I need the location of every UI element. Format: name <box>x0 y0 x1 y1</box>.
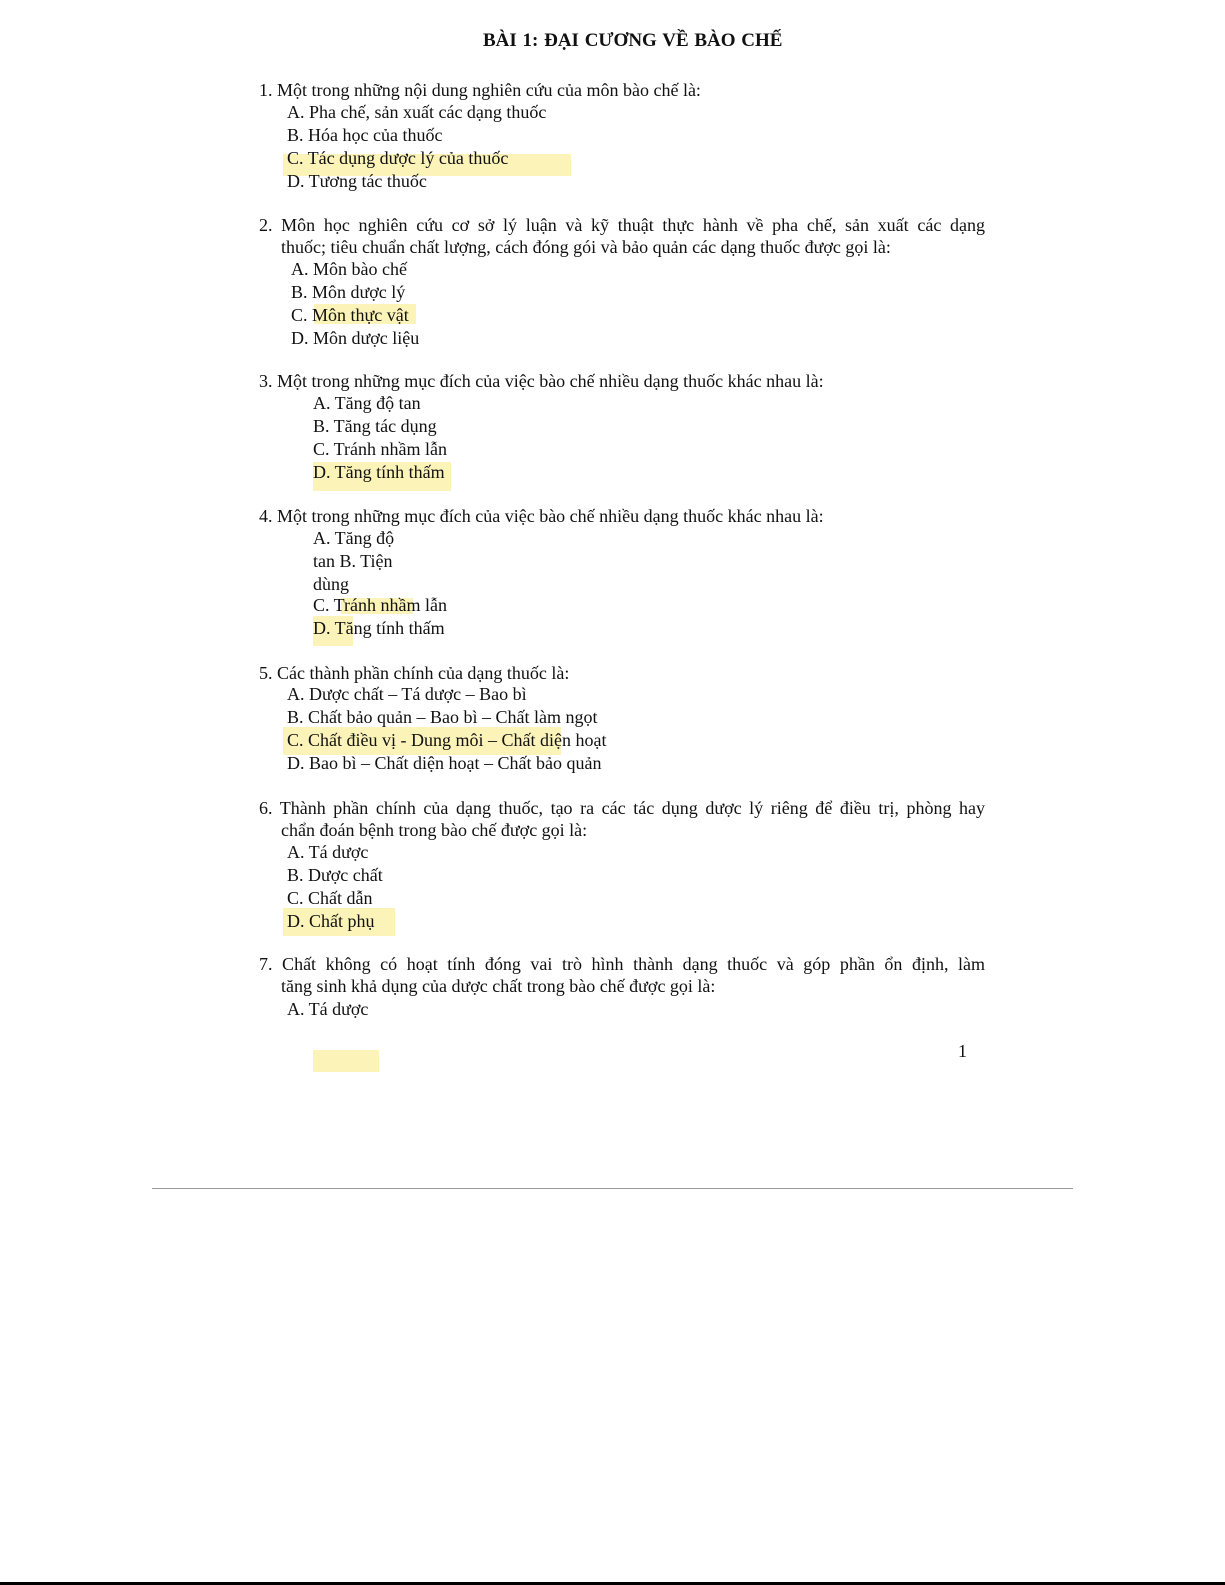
question-4-option-b-cont: dùng <box>313 574 349 594</box>
question-5-option-a: A. Dược chất – Tá dược – Bao bì <box>287 684 527 704</box>
question-2-option-d: D. Môn dược liệu <box>291 328 420 348</box>
question-4-stem: 4. Một trong những mục đích của việc bào chế nhiều dạng thuốc khác nhau là: <box>259 506 824 526</box>
question-3-option-a: A. Tăng độ tan <box>313 393 421 413</box>
page-divider <box>152 1188 1073 1189</box>
question-1-option-b: B. Hóa học của thuốc <box>287 125 443 145</box>
question-6-stem-line-1: 6. Thành phần chính của dạng thuốc, tạo ra các tác dụng dược lý riêng để điều trị, phòng hay <box>259 798 985 818</box>
question-7-stem-line-2: tăng sinh khả dụng của dược chất trong bào chế được gọi là: <box>281 976 716 996</box>
question-4-option-b: tan B. Tiện <box>313 551 393 571</box>
question-3-option-b: B. Tăng tác dụng <box>313 416 437 436</box>
highlight-stray <box>313 1050 379 1072</box>
page-number: 1 <box>958 1041 967 1061</box>
question-6-option-c: C. Chất dẫn <box>287 888 373 908</box>
question-2-option-c: C. Môn thực vật <box>291 305 409 325</box>
question-4-option-a: A. Tăng độ <box>313 528 395 548</box>
question-5-option-c: C. Chất điều vị - Dung môi – Chất diện hoạt <box>287 730 607 750</box>
question-5-stem: 5. Các thành phần chính của dạng thuốc là: <box>259 663 570 683</box>
question-2-option-b: B. Môn dược lý <box>291 282 406 302</box>
question-1-option-d: D. Tương tác thuốc <box>287 171 427 191</box>
question-1-option-a: A. Pha chế, sản xuất các dạng thuốc <box>287 102 547 122</box>
question-1-stem: 1. Một trong những nội dung nghiên cứu của môn bào chế là: <box>259 80 701 100</box>
question-5-option-b: B. Chất bảo quản – Bao bì – Chất làm ngọt <box>287 707 598 727</box>
page-title: BÀI 1: ĐẠI CƯƠNG VỀ BÀO CHẾ <box>483 30 783 51</box>
question-7-stem-line-1: 7. Chất không có hoạt tính đóng vai trò hình thành dạng thuốc và góp phần ổn định, làm <box>259 954 985 974</box>
question-3-stem: 3. Một trong những mục đích của việc bào chế nhiều dạng thuốc khác nhau là: <box>259 371 824 391</box>
question-4-option-c: C. Tránh nhầm lẫn <box>313 595 448 615</box>
question-6-option-d: D. Chất phụ <box>287 911 375 931</box>
question-6-option-b: B. Dược chất <box>287 865 383 885</box>
question-5-option-d: D. Bao bì – Chất diện hoạt – Chất bảo quản <box>287 753 602 773</box>
question-2-stem-line-1: 2. Môn học nghiên cứu cơ sở lý luận và kỹ thuật thực hành về pha chế, sản xuất các dạng <box>259 215 985 235</box>
question-7-option-a: A. Tá dược <box>287 999 369 1019</box>
question-4-option-d: D. Tăng tính thấm <box>313 618 445 638</box>
question-6-stem-line-2: chẩn đoán bệnh trong bào chế được gọi là: <box>281 820 588 840</box>
question-1-option-c: C. Tác dụng dược lý của thuốc <box>287 148 509 168</box>
question-2-stem-line-2: thuốc; tiêu chuẩn chất lượng, cách đóng gói và bảo quản các dạng thuốc được gọi là: <box>281 237 891 257</box>
question-3-option-c: C. Tránh nhầm lẫn <box>313 439 448 459</box>
question-3-option-d: D. Tăng tính thấm <box>313 462 445 482</box>
question-2-option-a: A. Môn bào chế <box>291 259 407 279</box>
question-6-option-a: A. Tá dược <box>287 842 369 862</box>
